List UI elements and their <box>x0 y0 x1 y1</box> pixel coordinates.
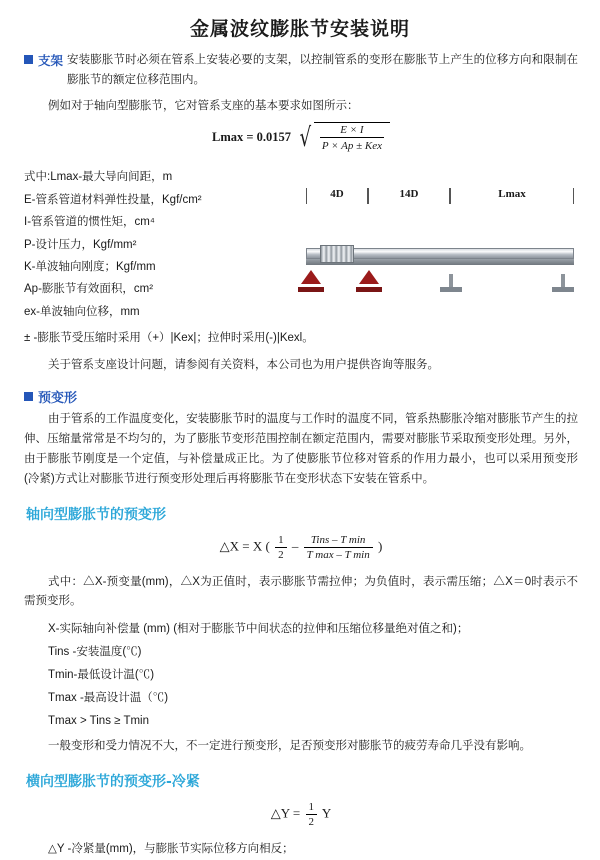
anchor-support-icon <box>298 270 324 292</box>
temp-fraction-numerator: Tins – T min <box>304 534 373 548</box>
axial-formula-minus: – <box>291 537 299 553</box>
definitions-column <box>24 162 274 323</box>
lmax-formula-inline <box>212 124 390 152</box>
axial-definition-item: Tmax > Tins ≥ Tmin <box>48 715 149 728</box>
anchor-base-icon <box>298 287 324 292</box>
axial-formula-lhs: △X = X ( <box>219 537 270 553</box>
axial-definition-item: Tmin-最低设计温(℃) <box>48 669 155 682</box>
lmax-formula-label: Lmax = 0.0157 <box>212 130 292 145</box>
anchor-triangle-icon <box>301 270 321 284</box>
blue-square-bullet-icon <box>24 392 33 401</box>
half-numerator: 1 <box>275 534 287 548</box>
consult-line: 关于管系支座设计问题，请参阅有关资料，本公司也为用户提供咨询等服务。 <box>48 358 439 371</box>
pipe-support-diagram <box>298 188 578 293</box>
axial-formula-rhs: ) <box>378 537 383 553</box>
anchor-support-icon <box>356 270 382 292</box>
definition-item: K-单波轴向刚度；Kgf/mm <box>24 260 156 273</box>
section-preform-label: 预变形 <box>38 390 78 406</box>
axial-preform-note: 一般变形和受力情况不大，不一定进行预变形，足否预变形对膨胀节的疲劳寿命几乎没有影响。 <box>48 740 531 753</box>
axial-formula-temp-fraction <box>304 534 373 561</box>
guide-support-icon <box>552 274 574 292</box>
definition-item: I-管系管道的惯性矩，cm⁴ <box>24 216 155 229</box>
definitions-list-tail <box>24 327 578 349</box>
document-content <box>0 51 600 860</box>
guide-post-icon <box>449 274 453 287</box>
document-page <box>0 14 600 855</box>
guide-support-icon <box>440 274 462 292</box>
section-preform-heading <box>24 387 578 406</box>
lateral-preform-note: △Y -冷紧量(mm)，与膨胀节实际位移方向相反； <box>48 842 294 855</box>
guide-base-icon <box>552 287 574 292</box>
axial-definition-item: X-实际轴向补偿量 (mm) (相对于膨胀节中间状态的拉伸和压缩位移量绝对值之和)； <box>48 623 469 636</box>
axial-definition-item: Tins -安装温度(℃) <box>48 646 142 659</box>
bellows-expansion-joint-icon <box>320 245 354 263</box>
section-bracket-label: 支架 <box>38 54 64 68</box>
definition-item: 式中:Lmax-最大导向间距，m <box>24 171 173 184</box>
dimension-lmax-label: Lmax <box>498 188 526 201</box>
dimension-lmax <box>450 188 574 204</box>
half-denominator: 2 <box>308 815 315 828</box>
section-bracket-body: 安装膨胀节时必须在管系上安装必要的支架，以控制管系的变形在膨胀节上产生的位移方向和限制在膨胀节的额定位移范围内。 <box>67 54 578 86</box>
temp-fraction-denominator: T max – T min <box>306 548 370 561</box>
radical-sign-icon: √ <box>299 123 312 154</box>
half-denominator: 2 <box>278 548 284 561</box>
lateral-formula-lhs: △Y = <box>270 805 301 821</box>
anchor-base-icon <box>356 287 382 292</box>
definition-item: P-设计压力，Kgf/mm² <box>24 238 137 251</box>
definition-item: ex-单波轴向位移，mm <box>24 305 140 318</box>
guide-base-icon <box>440 287 462 292</box>
lmax-fraction <box>314 122 390 152</box>
lateral-preform-formula <box>24 801 578 828</box>
square-root-icon <box>297 124 390 152</box>
page-title: 金属波纹膨胀节安装说明 <box>189 18 410 40</box>
subheading-axial-preform: 轴向型膨胀节的预变形 <box>26 506 166 523</box>
dimension-14d-label: 14D <box>399 188 419 201</box>
axial-definitions-list <box>24 618 578 733</box>
lmax-formula <box>24 124 578 152</box>
diagram-column <box>298 162 578 293</box>
definitions-and-diagram <box>24 162 578 323</box>
dimension-4d <box>306 188 368 204</box>
axial-definition-item: Tmax -最高设计温（℃) <box>48 692 169 705</box>
anchor-triangle-icon <box>359 270 379 284</box>
half-numerator: 1 <box>306 801 318 815</box>
diagram-dimension-row <box>298 188 578 206</box>
guide-post-icon <box>561 274 565 287</box>
definitions-list <box>24 166 274 323</box>
lateral-formula-half <box>306 801 318 828</box>
dimension-14d <box>368 188 450 204</box>
dimension-4d-label: 4D <box>330 188 344 201</box>
section-preform-body: 由于管系的工作温度变化，安装膨胀节时的温度与工作时的温度不同，管系热膨胀冷缩对膨胀节产生的拉伸、压缩量常常是不均匀的，为了膨胀节变形范围控制在额定范围内，需要对膨胀节采取预变形处理。另外，由于膨胀节刚度是一个定值，与补偿量成正比。为了使膨胀节位移对管系的作用力最小，也可以采用预变形(冷紧)方式让对膨胀节进行预变形处理后再将膨胀节在变形状态下安装在管系中。 <box>24 413 578 485</box>
lateral-formula-rhs: Y <box>321 805 332 821</box>
section-bracket <box>24 51 578 91</box>
lmax-fraction-numerator: E × I <box>320 124 384 138</box>
definition-item: ± -膨胀节受压缩时采用（+）|Kex|；拉伸时采用(-)|Kexl。 <box>24 332 314 345</box>
axial-preform-formula <box>24 534 578 561</box>
definition-item: Ap-膨胀节有效面积，cm² <box>24 283 154 296</box>
blue-square-bullet-icon <box>24 55 33 64</box>
axial-formula-half <box>275 534 287 561</box>
bracket-example-text: 例如对于轴向型膨胀节，它对管系支座的基本要求如图所示： <box>48 99 359 112</box>
pipe-area <box>298 222 578 292</box>
axial-where-intro: 式中：△X-预变量(mm)，△X为正值时，表示膨胀节需拉伸；为负值时，表示需压缩；△X＝0时表示不需预变形。 <box>24 575 578 608</box>
lmax-fraction-denominator: P × Ap ± Kex <box>321 140 382 153</box>
subheading-lateral-preform: 横向型膨胀节的预变形-冷紧 <box>26 773 200 790</box>
definition-item: E-管系管道材料弹性投量，Kgf/cm² <box>24 193 202 206</box>
